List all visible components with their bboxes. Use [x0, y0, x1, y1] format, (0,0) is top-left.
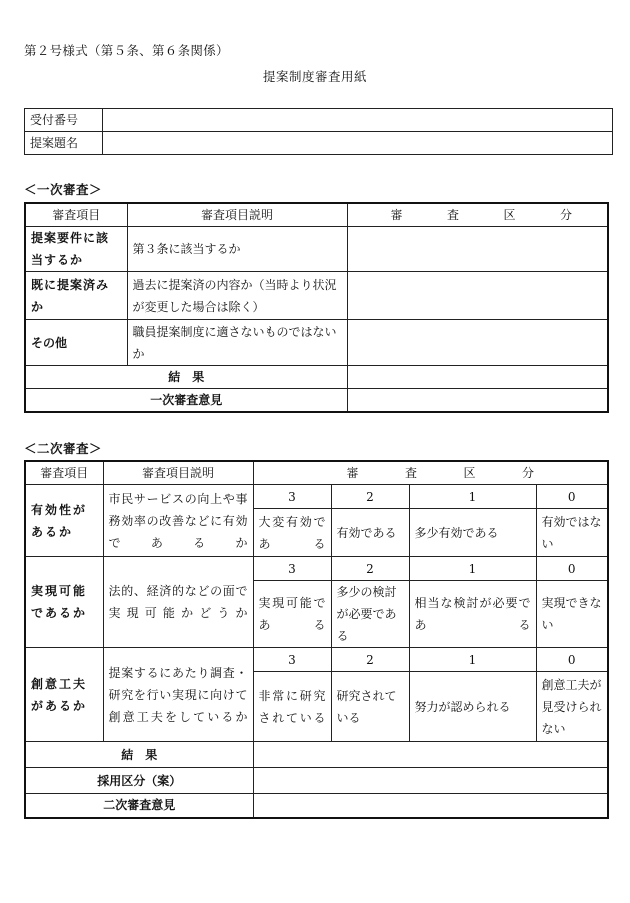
review-item: 有効性があるか — [25, 485, 103, 557]
class-char: 分 — [521, 466, 534, 480]
score-option[interactable]: 努力が認められる — [409, 672, 536, 742]
table-row — [25, 648, 608, 672]
score-3: 3 — [253, 557, 331, 581]
review-classification-cell[interactable] — [347, 320, 608, 366]
score-2: 2 — [331, 557, 409, 581]
second-opinion-field[interactable] — [253, 794, 608, 818]
first-col-item-header: 審査項目 — [25, 203, 127, 227]
second-col-item-header: 審査項目 — [25, 461, 103, 485]
second-col-desc-header: 審査項目説明 — [103, 461, 253, 485]
score-option[interactable]: 大変有効である — [253, 509, 331, 557]
score-option[interactable]: 実現できない — [536, 581, 608, 648]
score-option[interactable]: 有効ではない — [536, 509, 608, 557]
score-3: 3 — [253, 485, 331, 509]
score-0: 0 — [536, 557, 608, 581]
proposal-title-label: 提案題名 — [25, 132, 103, 155]
score-option[interactable]: 非常に研究されている — [253, 672, 331, 742]
first-review-heading: ＜一次審査＞ — [24, 182, 103, 197]
score-2: 2 — [331, 648, 409, 672]
info-table — [24, 108, 613, 155]
review-description: 第３条に該当するか — [127, 227, 347, 272]
score-option[interactable]: 研究されている — [331, 672, 409, 742]
score-option[interactable]: 相当な検討が必要である — [409, 581, 536, 648]
review-classification-cell[interactable] — [347, 272, 608, 320]
table-row — [25, 227, 608, 272]
score-1: 1 — [409, 485, 536, 509]
document-title: 提案制度審査用紙 — [262, 69, 367, 84]
class-char: 査 — [404, 466, 417, 480]
review-description: 職員提案制度に適さないものではないか — [127, 320, 347, 366]
first-review-table — [24, 202, 609, 413]
score-option[interactable]: 多少の検討が必要である — [331, 581, 409, 648]
score-0: 0 — [536, 648, 608, 672]
proposal-title-field[interactable] — [103, 132, 613, 155]
table-row — [25, 485, 608, 509]
review-description: 法的、経済的などの面で実現可能かどうか — [103, 557, 253, 648]
first-opinion-field[interactable] — [347, 389, 608, 413]
second-review-heading: ＜二次審査＞ — [24, 441, 103, 456]
table-row — [25, 557, 608, 581]
first-col-desc-header: 審査項目説明 — [127, 203, 347, 227]
review-item: 実現可能であるか — [25, 557, 103, 648]
class-char: 分 — [559, 208, 572, 222]
class-char: 区 — [463, 466, 476, 480]
adoption-category-label: 採用区分（案） — [25, 768, 253, 794]
class-char: 審 — [390, 208, 403, 222]
table-row — [25, 320, 608, 366]
second-opinion-label: 二次審査意見 — [25, 794, 253, 818]
review-description: 過去に提案済の内容か（当時より状況が変更した場合は除く） — [127, 272, 347, 320]
class-char: 査 — [446, 208, 459, 222]
second-result-label: 結 果 — [25, 742, 253, 768]
class-char: 審 — [346, 466, 359, 480]
score-2: 2 — [331, 485, 409, 509]
score-option[interactable]: 多少有効である — [409, 509, 536, 557]
class-char: 区 — [503, 208, 516, 222]
receipt-number-field[interactable] — [103, 109, 613, 132]
form-number: 第２号様式（第５条、第６条関係） — [24, 43, 229, 58]
first-result-label: 結 果 — [25, 366, 347, 389]
first-result-field[interactable] — [347, 366, 608, 389]
table-row — [25, 272, 608, 320]
score-3: 3 — [253, 648, 331, 672]
score-1: 1 — [409, 648, 536, 672]
score-option[interactable]: 創意工夫が見受けられない — [536, 672, 608, 742]
second-review-table — [24, 460, 609, 819]
review-item: その他 — [25, 320, 127, 366]
second-result-field[interactable] — [253, 742, 608, 768]
score-1: 1 — [409, 557, 536, 581]
score-option[interactable]: 有効である — [331, 509, 409, 557]
review-description: 提案するにあたり調査・研究を行い実現に向けて創意工夫をしているか — [103, 648, 253, 742]
score-0: 0 — [536, 485, 608, 509]
review-classification-cell[interactable] — [347, 227, 608, 272]
second-col-class-header — [253, 461, 608, 485]
first-opinion-label: 一次審査意見 — [25, 389, 347, 413]
adoption-category-field[interactable] — [253, 768, 608, 794]
review-item: 提案要件に該当するか — [25, 227, 127, 272]
review-description: 市民サービスの向上や事務効率の改善などに有効であるか — [103, 485, 253, 557]
first-col-class-header — [347, 203, 608, 227]
review-item: 創意工夫があるか — [25, 648, 103, 742]
review-item: 既に提案済みか — [25, 272, 127, 320]
receipt-number-label: 受付番号 — [25, 109, 103, 132]
score-option[interactable]: 実現可能である — [253, 581, 331, 648]
